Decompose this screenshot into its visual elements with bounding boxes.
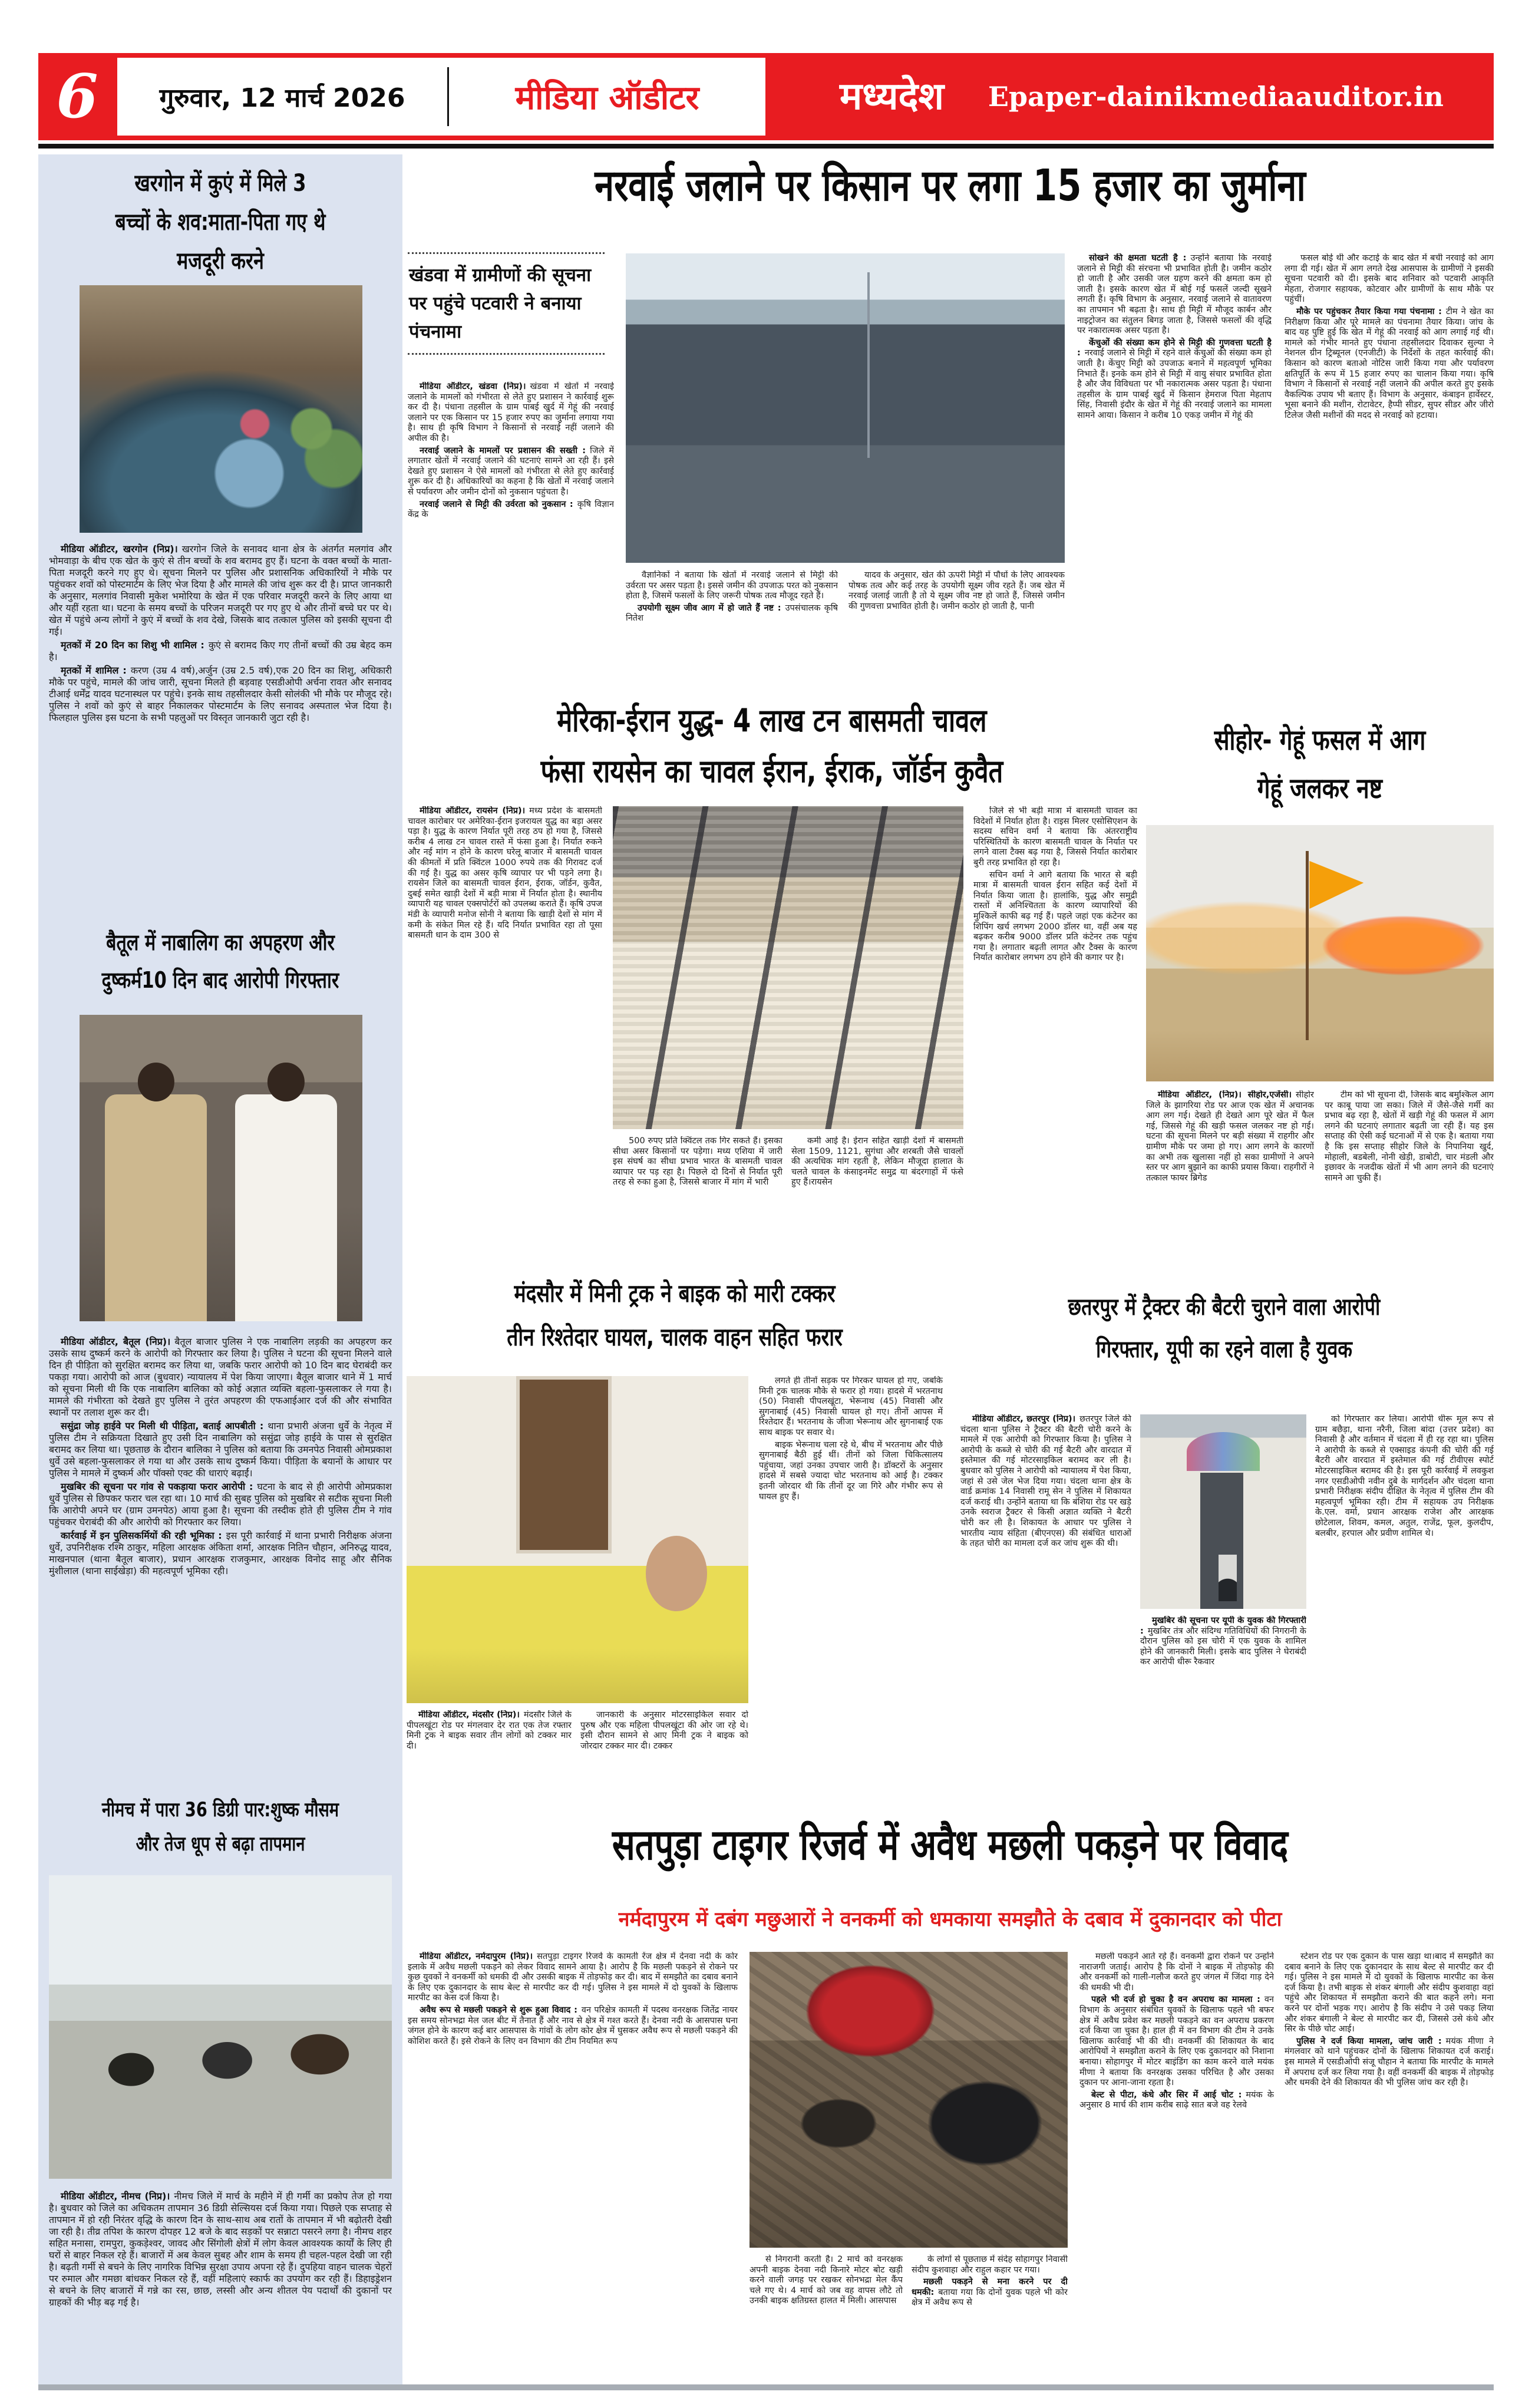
- mandsaur-col1: [407, 1710, 572, 1796]
- headline-line: फंसा रायसेन का चावल ईरान, ईराक, जॉर्डन कुवैत: [540, 753, 1003, 790]
- paragraph: [960, 1414, 1131, 1549]
- satpura-subcol2: [912, 2255, 1068, 2383]
- paragraph-lead: मुखबिर की सूचना पर गांव से पकड़ाया फरार आरोपी :: [61, 1481, 253, 1492]
- sehore-headline: [1146, 716, 1494, 813]
- paragraph: [408, 1952, 738, 2004]
- headline-line: सीहोर- गेहूं फसल में आग: [1214, 724, 1426, 757]
- paragraph-text: यादव के अनुसार, खेत की ऊपरी मिट्टी में पौधों के लिए आवश्यक पोषक तत्व और कई तरह के उपयोगी सूक्ष्म जीव रहते हैं। जब खेत में नरवाई जलाई जाती है तो ये सूक्ष्म जीव नष्ट हो जाते हैं, जिससे जमीन की गुणवत्ता प्रभावित होती है। जमीन कठोर हो जाती है, पानी: [848, 570, 1065, 611]
- paragraph: [49, 1336, 392, 1419]
- paragraph: [1079, 2090, 1274, 2111]
- paragraph-lead: मुखबिर की सूचना पर यूपी के युवक की गिरफ्तारी :: [1140, 1616, 1306, 1636]
- neemuch-body: [49, 2191, 392, 2376]
- paragraph: [49, 1481, 392, 1528]
- paragraph-text: सीहोर जिले के झागरिया रोड पर आज एक खेत में अचानक आग लग गई। देखते ही देखते आग पूरे खेत में फैल गई, जिससे गेहूं की खड़ी फसल जलकर नष्ट हो गई। घटना की सूचना मिलने पर बड़ी संख्या में राहगीर और ग्रामीण मौके पर जमा हो गए। आग लगने के कारणों का अभी तक खुलासा नहीं हो सका ग्रामीणों ने अपने स्तर पर आग बुझाने का काफी प्रयास किया। राहगीरों ने तत्काल फायर ब्रिगेड: [1146, 1090, 1314, 1183]
- paragraph: [759, 1440, 943, 1503]
- paragraph: [49, 2191, 392, 2308]
- headline-line: खरगोन में कुएं में मिले 3: [134, 170, 306, 197]
- epaper-url-link[interactable]: Epaper-dainikmediaauditor.in: [988, 81, 1444, 113]
- chhatarpur-col3: [1315, 1414, 1494, 1796]
- paragraph-text: मध्य प्रदेश के बासमती चावल कारोबार पर अमेर‍िका-ईरान इजरायल युद्ध का बड़ा असर पड़ा है। युद्ध के कारण निर्यात पूरी तरह ठप हो गया है, जिससे करीब 4 लाख टन चावल रास्ते में फंसा हुआ है। निर्यात रुकने और नई मांग न होने के कारण घरेलू बाजार में बासमती चावल की कीमतों में प्रति क्विंटल 1000 रुपये तक की गिरावट दर्ज की गई है। युद्ध का असर कृषि व्यापार पर भी पड़ने लगा है। रायसेन जिले का बासमती चावल ईरान, ईराक, जॉर्डन, कुवैत, दुबई समेत खाड़ी देशों में बड़ी मात्रा में निर्यात होता है। स्थानीय व्यापारी यह चावल एक्सपोर्टरों को उपलब्ध कराते हैं। कृषि उपज मंडी के व्यापारी मनोज सोनी ने बताया कि खाड़ी देशों से मांग में कमी के संकेत मिल रहे हैं। यदि निर्यात प्रभावित रहा तो पूसा बासमती धान के दाम 300 से: [408, 806, 602, 941]
- paragraph-lead: मीडिया ऑडीटर, मंदसौर (निप्र)।: [418, 1710, 520, 1720]
- paragraph: [1140, 1616, 1306, 1668]
- paragraph-lead: केंचुओं की संख्या कम होने से मिट्टी की गुणवत्ता घटती है :: [1077, 338, 1272, 358]
- paragraph: [791, 1136, 963, 1188]
- headline-line: मेरिका-ईरान युद्ध- 4 लाख टन बासमती चावल: [557, 702, 987, 739]
- paragraph-lead: मृतकों में 20 दिन का शिशु भी शामिल :: [61, 639, 204, 651]
- paragraph: [49, 639, 392, 663]
- photo-policeman-and-accused: [80, 1015, 362, 1321]
- paragraph: [1079, 1995, 1274, 2088]
- satpura-col3: [1079, 1952, 1274, 2383]
- paragraph-text: वन परिक्षेत्र कामती में पदस्थ वनरक्षक जितेंद्र नायर इस समय सोनभद्रा मेल जल बीट में तैनात हैं और नाव से क्षेत्र में गश्त करते हैं। देनवा नदी के आसपास घना जंगल होने के कारण कई बार आसपास के गांवों के लोग कोर क्षेत्र में घुसकर अवैध रूप से मछली पकड़ने की कोशिश करते हैं। इसे रोकने के लिए वन विभाग की टीम नियमित रूप: [408, 2005, 738, 2046]
- paragraph: [408, 500, 614, 520]
- neemuch-headline: [44, 1793, 397, 1861]
- paragraph: [613, 1136, 782, 1188]
- masthead-center: [117, 58, 765, 136]
- headline-line: और तेज धूप से बढ़ा तापमान: [136, 1832, 305, 1856]
- paragraph: [1315, 1414, 1494, 1539]
- paragraph-lead: सोखने की क्षमता घटती है :: [1089, 253, 1187, 263]
- sehore-col1: [1146, 1090, 1314, 1260]
- mandsaur-side-col: [759, 1376, 943, 1796]
- paragraph-text: फसल बोई थी और कटाई के बाद खेत में बची नरवाई को आग लगा दी गई। खेत में आग लगते देख आसपास के ग्रामीणों ने इसकी सूचना पटवारी को दी। इसके बाद शनिवार को पटवारी आकृति मेहता, रोजगार सहायक, कोटवार और ग्रामीणों के साथ मौके पर पहुंचीं।: [1285, 253, 1494, 305]
- left-panel: [38, 154, 402, 2384]
- paragraph-lead: ससुंद्रा जोड़ हाईवे पर मिली थी पीड़िता, बताई आपबीती :: [61, 1420, 264, 1431]
- paragraph: [1077, 253, 1272, 337]
- paragraph-lead: मीडिया ऑडीटर, नीमच (निप्र)।: [61, 2191, 170, 2202]
- chhatarpur-col1: [960, 1414, 1131, 1796]
- page-number: 6: [56, 61, 98, 132]
- policeman-figure: [105, 1094, 207, 1321]
- headline-line: बैतूल में नाबालिग का अपहरण और: [106, 929, 335, 955]
- paragraph: [1285, 307, 1494, 421]
- paragraph-lead: कार्रवाई में इन पुलिसकर्मियों की रही भूमिका :: [61, 1530, 222, 1541]
- paragraph-text: वैज्ञानिकों ने बताया कि खेतों में नरवाई जलाने से मिट्टी की उर्वरता पर असर पड़ता है। इससे जमीन की उपजाऊ परत को नुकसान होता है, जिसमें फसलों के लिए जरूरी पोषक तत्व मौजूद रहते हैं।: [626, 570, 838, 601]
- paragraph: [750, 2255, 903, 2307]
- paragraph-lead: पुलिस ने दर्ज किया मामला, जांच जारी :: [1296, 2036, 1442, 2046]
- paragraph-lead: मीडिया ऑडीटर, छतरपुर (निप्र)।: [972, 1414, 1076, 1424]
- satpura-red-subhead: नर्मदापुरम में दबंग मछुआरों ने वनकर्मी को धमकाया समझौते के दबाव में दुकानदार को पीटा: [618, 1908, 1282, 1931]
- satpura-col1: [408, 1952, 738, 2383]
- paragraph: [1285, 253, 1494, 305]
- section-name: मध्यदेश: [840, 75, 944, 118]
- headline-line: मंदसौर में मिनी ट्रक ने बाइक को मारी टक्कर: [514, 1279, 836, 1308]
- betul-body: [49, 1336, 392, 1781]
- paragraph-lead: उपयोगी सूक्ष्म जीव आग में हो जाते हैं नष्ट :: [638, 603, 781, 613]
- paragraph-text: बैतूल बाजार पुलिस ने एक नाबालिग लड़की का अपहरण कर उसके साथ दुष्कर्म करने के आरोपी को गिरफ्तार कर लिया है। पुलिस ने घटना की सूचना मिलने वाले दिन ही पीड़िता को सुरक्षित बरामद कर लिया था, जबकि फरार आरोपी को 10 दिन बाद घेराबंदी कर पकड़ा गया। आरोपी को आज (बुधवार) न्यायालय में पेश किया जाएगा। बैतूल बाजार थाने में 1 मार्च को सूचना मिली थी कि एक नाबालिग बालिका को कोई अज्ञात व्यक्ति बहला-फुसलाकर ले गया है। मामले की गंभीरता को देखते हुए पुलिस ने तुरंत अपहरण की एफआईआर दर्ज की और संभावित स्थानों पर तलाश शुरू कर दी।: [49, 1336, 392, 1418]
- paragraph-text: उन्होंने बताया कि नरवाई जलाने से मिट्टी की संरचना भी प्रभावित होती है। जमीन कठोर हो जाती है और उसकी जल ग्रहण करने की क्षमता कम हो जाती है। इसके कारण खेत में बोई गई फसलें जल्दी सूखने लगती हैं। कृषि विभाग के अनुसार, नरवाई जलाने से वातावरण का तापमान भी बढ़ता है। साथ ही मिट्टी में मौजूद कार्बन और नाइट्रोजन का संतुलन बिगड़ जाता है, जिससे फसलों की वृद्धि पर नकारात्मक असर पड़ता है।: [1077, 253, 1272, 336]
- paragraph-text: लगते ही तीनों सड़क पर गिरकर घायल हो गए, जबकि मिनी ट्रक चालक मौके से फरार हो गया। हादसे में भरतनाथ (50) निवासी पीपलखूंटा, भेरूनाथ (45) निवासी और सुगनाबाई (45) निवासी घायल हो गए। तीनों आपस में रिश्तेदार हैं। भरतनाथ के जीजा भेरूनाथ और सुगनाबाई एक साथ बाइक पर सवार थे।: [759, 1376, 943, 1437]
- paragraph: [1285, 2037, 1494, 2089]
- narwai-col3: [848, 570, 1065, 679]
- paragraph: [973, 870, 1137, 964]
- paragraph-text: खरगोन जिले के सनावद थाना क्षेत्र के अंतर्गत मलगांव और भोमवाड़ा के बीच एक खेत के कुएं से तीन बच्चों के शव बरामद हुए हैं। घटना के वक्त बच्चों के माता-पिता मजदूरी करने गए हुए थे। सूचना मिलने पर पुलिस और प्रशासनिक अधिकारियों ने मौके पर पहुंचकर शवों को पोस्टमार्टम के लिए भेज दिया है और मामले की जांच शुरू कर दी है। प्राप्त जानकारी के अनुसार, मलगांव निवासी मुकेश भमोरिया के खेत में एक परिवार मजदूरी करने के लिए आया था और यहीं रहता था। घटना के समय बच्चों के परिजन मजदूरी पर गए हुए थे और तीनों बच्चे घर पर थे। खेत में पहुंचे अन्य लोगों ने कुएं में बच्चों के शव देखे, जिसके बाद तत्काल पुलिस को इसकी सूचना दी गई।: [49, 543, 392, 637]
- satpura-subcol1: [750, 2255, 903, 2383]
- paragraph-text: के लोगों से पूछताछ में संदेह सोहागपुर निवासी संदीप कुशवाहा और राहुल कहार पर गया।: [912, 2255, 1068, 2275]
- photo-rice-warehouse: [613, 806, 963, 1129]
- narwai-col4: [1077, 253, 1272, 679]
- hospital-window: [516, 1376, 612, 1553]
- saffron-flag: [1309, 861, 1363, 929]
- paragraph: [49, 1420, 392, 1479]
- paragraph: [1079, 1952, 1274, 1993]
- headline-line: सतपुड़ा टाइगर रिजर्व में अवैध मछली पकड़ने पर विवाद: [612, 1820, 1289, 1869]
- rice-col1: [408, 806, 602, 1257]
- khargone-body: [49, 543, 392, 912]
- paragraph: [408, 806, 602, 941]
- headline-line: मजदूरी करने: [177, 248, 264, 275]
- paragraph-text: घटना के बाद से ही आरोपी ओमप्रकाश धुर्वे पुलिस से छिपकर फरार चल रहा था। 10 मार्च की सुबह पुलिस को मुखबिर से सटीक सूचना मिली कि आरोपी अपने घर (ग्राम उमनपेठ) आया हुआ है। सूचना की तस्दीक होते ही पुलिस टीम ने गांव पहुंचकर घेराबंदी की और आरोपी को गिरफ्तार कर लिया।: [49, 1481, 392, 1528]
- paragraph-text: मुखबिर तंत्र और संदिग्ध गतिविधियों की निगरानी के दौरान पुलिस को इस चोरी में एक युवक के शामिल होने की जानकारी मिली। इसके बाद पुलिस ने घेराबंदी कर आरोपी धीरू रैकवार: [1140, 1626, 1306, 1667]
- paragraph: [49, 1530, 392, 1577]
- headline-line: छतरपुर में ट्रैक्टर की बैटरी चुराने वाला आरोपी: [1068, 1294, 1381, 1321]
- rice-col4: [973, 806, 1137, 1258]
- paragraph-lead: मीडिया ऑडीटर, खरगोन (निप्र)।: [61, 543, 178, 555]
- paragraph-text: करण (उम्र 4 वर्ष),अर्जुन (उम्र 2.5 वर्ष),एक 20 दिन का शिशु, अधिकारी मौके पर पहुंचे, मामले की जांच जारी, सूचना मिलते ही बड़वाह एसडीओपी अर्चना रावत और सनावद टीआई धर्मेंद्र यादव घटनास्थल पर पहुंचे। इनके साथ तहसीलदार केसी सोलंकी भी मौके पर मौजूद रहे। पुलिस ने शवों को कुएं से बाहर निकालकर पोस्टमार्टम के लिए सनावद अस्पताल भेज दिया है। फिलहाल पुलिस इस घटना के सभी पहलुओं पर विस्तृत जानकारी जुटा रही है।: [49, 665, 392, 723]
- paragraph-text: वन विभाग के अनुसार संबंधित युवकों के खिलाफ पहले भी बफर क्षेत्र में अवैध प्रवेश कर मछली पकड़ने का वन अपराध प्रकरण दर्ज किया जा चुका है। हाल ही में वन विभाग की टीम ने उनके खिलाफ कार्रवाई भी की थी। वनकर्मी की शिकायत के बाद आरोपियों ने समझौता कराने के लिए एक दुकानदार को निशाना बनाया। सोहागपुर में मोटर बाइंडिंग का काम करने वाले मयंक मीणा ने बताया कि वनरक्षक उसका परिचित है और उसका दुकान पर आना-जाना रहता है।: [1079, 1995, 1274, 2088]
- photo-injured-in-hospital: [407, 1376, 748, 1703]
- headline-line: गेहूं जलकर नष्ट: [1257, 772, 1383, 805]
- paragraph: [1077, 338, 1272, 421]
- photo-burnt-field: [626, 253, 1065, 563]
- paragraph-text: से निगरानी करती है। 2 मार्च को वनरक्षक अपनी बाइक देनवा नदी किनारे मोटर बोट खड़ी करने वाली जगह पर रखकर सोनभद्रा मेल कैंप चले गए थे। 4 मार्च को जब वह वापस लौटे तो उनकी बाइक क्षतिग्रस्त हालत में मिली। आसपास: [750, 2255, 903, 2306]
- paragraph-lead: अवैध रूप से मछली पकड़ने से शुरू हुआ विवाद :: [420, 2005, 577, 2015]
- paragraph: [912, 2255, 1068, 2275]
- narwai-col2: [626, 570, 838, 679]
- paragraph-lead: मीडिया ऑडीटर, नर्मदापुरम (निप्र)।: [420, 1952, 533, 1961]
- masthead: [38, 53, 1494, 140]
- paragraph-text: टीम को भी सूचना दी, जिसके बाद बमुश्किल आग पर काबू पाया जा सका। जिले में जैसे-जैसे गर्मी का प्रभाव बढ़ रहा है, खेतों में खड़ी गेहूं की फसल में आग लगने की घटनाएं लगातार बढ़ती जा रही हैं। यह इस सप्ताह की ऐसी कई घटनाओं में से एक है। बताया गया है कि इस सप्ताह सीहोर जिले के निपानिया खुर्द, मोहाली, बडबेली, नोनी खेड़ी, डाबोटी, चार मंडली और इछावर के नजदीक खेतों में भी आग लगने की घटनाएं सामने आ चुकी हैं।: [1325, 1090, 1494, 1183]
- satpura-col4: [1285, 1952, 1494, 2383]
- paragraph-lead: नरवाई जलाने से मिट्टी की उर्वरता को नुकसान :: [420, 499, 573, 509]
- headline-line: बच्चों के शव:माता-पिता गए थे: [115, 209, 326, 236]
- paragraph: [408, 382, 614, 444]
- photo-hot-street-bikes: [49, 1875, 392, 2179]
- paragraph-text: स्टेशन रोड पर एक दुकान के पास खड़ा था।बाद में समझौते का दबाव बनाने के लिए एक दुकानदार के साथ बेल्ट से मारपीट कर दी गई। पुलिस ने इस मामले में दो युवकों के खिलाफ मारपीट का केस दर्ज किया है। तभी बाइक से शंकर बंगाली और संदीप कुशवाहा वहां पहुंचे और शिकायत में समझौता कराने की बात कहने लगे। मना करने पर दोनों भड़क गए। आरोप है कि संदीप ने उसे पकड़ लिया और शंकर बंगाली ने बेल्ट से मारपीट कर दी, जिससे उसे कंधे और सिर के पीछे चोट आई।: [1285, 1952, 1494, 2034]
- paragraph-lead: मछली पकड़ने से मना करने पर दी धमकी:: [912, 2277, 1068, 2297]
- paragraph-text: नीमच जिले में मार्च के महीने में ही गर्मी का प्रकोप तेज हो गया है। बुधवार को जिले का अधिकतम तापमान 36 डिग्री सेल्सियस दर्ज किया गया। पिछले एक सप्ताह से तापमान में हो रही निरंतर वृद्धि के कारण दिन के साथ-साथ अब रातों के तापमान में भी बढ़ोतरी देखी जा रही है। तीव्र तपिश के कारण दोपहर 12 बजे के बाद सड़कों पर सन्नाटा पसरने लगा है। नीमच शहर सहित मनासा, रामपुरा, कुकड़ेश्वर, जावद और सिंगोली क्षेत्रों में लोग केवल आवश्यक कार्यों के लिए ही घरों से बाहर निकल रहे हैं। बाजारों में अब केवल सुबह और शाम के समय ही चहल-पहल देखी जा रही है। बढ़ती गर्मी से बचने के लिए नागरिक विभिन्न सुरक्षा उपाय अपना रहे हैं। दुपहिया वाहन चालक चेहरों पर रुमाल और गमछा बांधकर निकल रहे हैं, वहीं महिलाएं स्कार्फ का उपयोग कर रही हैं। डिहाइड्रेशन से बचने के लिए बाजारों में गन्ने का रस, छाछ, लस्सी और अन्य शीतल पेय पदार्थों की दुकानों पर ग्राहकों की भीड़ बढ़ गई है।: [49, 2191, 392, 2308]
- paragraph-lead: मीडिया ऑडीटर, (निप्र)। सीहोर,एजेंसी।: [1158, 1090, 1292, 1100]
- accused-figure: [235, 1094, 337, 1321]
- rice-col2: [613, 1136, 782, 1258]
- photo-well-with-bodies: [80, 285, 362, 533]
- paragraph-lead: पहले भी दर्ज हो चुका है वन अपराध का मामला :: [1091, 1995, 1260, 2005]
- paragraph: [912, 2277, 1068, 2308]
- paragraph-lead: बेल्ट से पीटा, कंधे और सिर में आई चोट :: [1091, 2090, 1242, 2100]
- headline-line: नरवाई जलाने पर किसान पर लगा 15 हजार का जुर्माना: [595, 160, 1306, 211]
- paragraph-text: जानकारी के अनुसार मोटरसाइकिल सवार दो पुरुष और एक महिला पीपलखूंटा की ओर जा रहे थे। इसी दौरान सामने से आए मिनी ट्रक ने बाइक को जोरदार टक्कर मार दी। टक्कर: [580, 1710, 748, 1751]
- paragraph-text: थाना प्रभारी अंजना धुर्वे के नेतृत्व में पुलिस टीम ने सक्रियता दिखाते हुए उसी दिन नाबालिग को ससुंद्रा जोड़ हाईवे के पास से सुरक्षित बरामद कर लिया था। पूछताछ के दौरान बालिका ने पुलिस को बताया कि उमनपेठ निवासी ओमप्रकाश धुर्वे उसे बहला-फुसलाकर ले गया था और उसके साथ दुष्कर्म किया। पीड़िता के बयानों के आधार पर पुलिस ने मामले में दुष्कर्म और पॉक्सो एक्ट की धाराएं बढ़ाईं।: [49, 1420, 392, 1479]
- paragraph-text: टीम ने खेत का निरीक्षण किया और पूरे मामले का पंचनामा तैयार किया। जांच के बाद यह पुष्टि हुई कि खेत में गेहूं की नरवाई को आग लगाई गई थी। मामले को गंभीर मानते हुए पंधाना तहसीलदार दिवाकर सुल्या ने नेशनल ग्रीन ट्रिब्यूनल (एनजीटी) के निर्देशों के तहत कार्रवाई की। किसान को कारण बताओ नोटिस जारी किया गया और पर्यावरण क्षतिपूर्ति के रूप में 15 हजार रुपए का चालान किया गया। कृषि विभाग ने किसानों से नरवाई नहीं जलाने की अपील करते हुए इसके वैकल्पिक उपाय भी बताए हैं। विभाग के अनुसार, कंबाइन हार्वेस्टर, भूसा बनाने की मशीन, रोटावेटर, हैप्पी सीडर, सुपर सीडर और जीरो टिलेज जैसी मशीनों की मदद से नरवाई को हटाया।: [1285, 306, 1494, 420]
- mandsaur-col2: [580, 1710, 748, 1796]
- paragraph-text: नरवाई जलाने से मिट्टी में रहने वाले केंचुओं की संख्या कम हो जाती है। केंचुए मिट्टी को उपजाऊ बनाने में महत्वपूर्ण भूमिका निभाते हैं। इनके कम होने से मिट्टी में वायु संचार प्रभावित होता है और जैव विविधता पर भी नकारात्मक असर पड़ता है। पंधाना तहसील के ग्राम पाबई खुर्द में किसान हेमराज पिता मेहताप सिंह, निवासी इंदौर के खेत में गेहूं की नरवाई जलाने का मामला सामने आया। किसान ने करीब 10 एकड़ जमीन में गेहूं की: [1077, 348, 1272, 420]
- paragraph-lead: मृतकों में शामिल :: [61, 665, 127, 676]
- paragraph-text: इस पूरी कार्रवाई में थाना प्रभारी निरीक्षक अंजना धुर्वे, उपनिरीक्षक रश्मि ठाकुर, महिला आरक्षक अंकिता शर्मा, आरक्षक नितिन चौहान, अनिरुद्ध यादव, माखनपाल (थाना बैतूल बाजार), प्रधान आरक्षक राजकुमार, आरक्षक विनोद साहू और सैनिक मुंशीलाल (थाना साईखेड़ा) की महत्वपूर्ण भूमिका रही।: [49, 1530, 392, 1576]
- photo-burning-wheat-field: [1146, 825, 1494, 1081]
- paragraph: [626, 603, 838, 624]
- photo-police-station-recovery: [1140, 1414, 1306, 1609]
- recovered-motorcycle: [1219, 1555, 1237, 1601]
- rice-col3: [791, 1136, 963, 1258]
- paper-name: मीडिया ऑडीटर: [515, 79, 699, 117]
- paragraph-text: खंडवा में खेतों में नरवाई जलाने के मामलों को गंभीरता से लेते हुए प्रशासन ने कार्रवाई शुरू कर दी है। पंधाना तहसील के ग्राम पाबई खुर्द में गेहूं की नरवाई जलाने पर एक किसान पर 15 हजार रुपए का जुर्माना लगाया गया है। साथ ही कृषि विभाग ने किसानों से नरवाई नहीं जलाने की अपील की है।: [408, 382, 614, 443]
- masthead-rule: [38, 144, 1494, 149]
- paragraph-text: जिले में लगातार खेतों में नरवाई जलाने की घटनाएं सामने आ रही हैं। इसे देखते हुए प्रशासन ने ऐसे मामलों को गंभीरता से लेते हुए कार्रवाई शुरू कर दी है। अधिकारियों का कहना है कि खेतों में नरवाई जलाने से पर्यावरण और जमीन दोनों को नुकसान पहुंचता है।: [408, 446, 614, 497]
- patient-on-bed: [407, 1566, 748, 1703]
- paragraph-text: छतरपुर जिले की चंदला थाना पुलिस ने ट्रैक्टर की बैटरी चोरी करने के मामले में एक आरोपी को गिरफ्तार किया है। पुलिस ने आरोपी के कब्जे से चोरी की गई बैटरी और वारदात में इस्तेमाल की गई मोटरसाइकिल बरामद कर ली है। बुधवार को पुलिस ने आरोपी को न्यायालय में पेश किया, जहां से उसे जेल भेज दिया गया। चंदला थाना क्षेत्र के वार्ड क्रमांक 14 निवासी रामू सेन ने पुलिस में शिकायत दर्ज कराई थी। उन्होंने बताया था कि बंशिया रोड पर खड़े उनके स्वराज ट्रैक्टर से किसी अज्ञात व्यक्ति ने बैटरी चोरी कर ली है। शिकायत के आधार पर पुलिस ने भारतीय न्याय संहिता (बीएनएस) की संबंधित धाराओं के तहत चोरी का मामला दर्ज कर जांच शुरू की थी।: [960, 1414, 1131, 1549]
- paragraph: [1146, 1090, 1314, 1183]
- paragraph: [49, 665, 392, 724]
- headline-line: दुष्कर्म10 दिन बाद आरोपी गिरफ्तार: [101, 967, 339, 993]
- paragraph: [408, 2005, 738, 2047]
- rice-headline: [407, 695, 1137, 797]
- paragraph: [49, 543, 392, 638]
- paragraph-text: मयंक के अनुसार 8 मार्च की शाम करीब साढ़े सात बजे वह रेलवे: [1079, 2090, 1274, 2110]
- paragraph-text: जिले से भी बड़ी मात्रा में बासमती चावल का विदेशों में निर्यात होता है। राइस मिलर एसोसिएशन के सदस्य सचिन वर्मा ने बताया कि अंतरराष्ट्रीय परिस्थितियों के कारण बासमती चावल के निर्यात पर लगने वाला टैक्स बढ़ गया है, जिससे निर्यात कारोबार बुरी तरह प्रभावित हो रहा है।: [973, 806, 1137, 867]
- paragraph-lead: मीडिया ऑडीटर, बैतूल (निप्र)।: [61, 1336, 171, 1347]
- paragraph-text: मयंक मीणा ने मंगलवार को थाने पहुंचकर दोनों के खिलाफ शिकायत दर्ज कराई। इस मामले में एसडीओपी संजू चौहान ने बताया कि मारपीट के मामले में अपराध दर्ज कर लिया गया है। वहीं वनकर्मी की बाइक में तोड़फोड़ और धमकी देने की शिकायत की भी पुलिस जांच कर रही है।: [1285, 2036, 1494, 2088]
- mandsaur-headline: [407, 1272, 943, 1359]
- paragraph: [1285, 1952, 1494, 2035]
- paragraph: [408, 446, 614, 498]
- headline-line: गिरफ्तार, यूपी का रहने वाला है युवक: [1096, 1336, 1352, 1363]
- sehore-col2: [1325, 1090, 1494, 1260]
- station-mural: [1187, 1432, 1260, 1471]
- bottom-rule: [38, 2384, 1494, 2390]
- chhatarpur-headline: [955, 1286, 1494, 1371]
- narwai-subhead: खंडवा में ग्रामीणों की सूचना पर पहुंचे पटवारी ने बनाया पंचनामा: [408, 252, 605, 355]
- khargone-headline: [44, 164, 397, 281]
- headline-line: तीन रिश्तेदार घायल, चालक वाहन सहित फरार: [507, 1322, 843, 1351]
- paragraph-text: मंदसौर जिले के पीपलखूंटा रोड पर मंगलवार देर रात एक तेज रफ्तार मिनी ट्रक ने बाइक सवार तीन लोगों को टक्कर मार दी।: [407, 1710, 572, 1751]
- paragraph-text: को गिरफ्तार कर लिया। आरोपी धीरू मूल रूप से ग्राम बछैड़ा, थाना नरैनी, जिला बांदा (उत्तर प्रदेश) का निवासी है और वर्तमान में चंदला में ही रह रहा था। पुलिस ने आरोपी के कब्जे से एक्साइड कंपनी की चोरी की गई बैटरी और वारदात में इस्तेमाल की गई टीवीएस स्पोर्ट मोटरसाइकिल बरामद की है। इस पूरी कार्रवाई में लवकुश नगर एसडीओपी नवीन दुबे के मार्गदर्शन और चंदला थाना प्रभारी निरीक्षक संदीप दीक्षित के नेतृत्व में पुलिस टीम की महत्वपूर्ण भूमिका रही। टीम में सहायक उप निरीक्षक के.एल. वर्मा, प्रधान आरक्षक राजेश और आरक्षक छोटेलाल, शिवम, कमल, अतुल, राजेंद्र, फूल, कुलदीप, बलबीर, हरपाल और प्रवीण शामिल थे।: [1315, 1414, 1494, 1538]
- satpura-headline: [407, 1814, 1494, 1875]
- paragraph: [1325, 1090, 1494, 1183]
- paragraph: [626, 570, 838, 602]
- paragraph-text: बताया गया कि दोनों युवक पहले भी कोर क्षेत्र में अवैध रूप से: [912, 2287, 1068, 2308]
- paragraph: [580, 1710, 748, 1751]
- paragraph-lead: मीडिया ऑडीटर, खंडवा (निप्र)।: [420, 382, 526, 391]
- paragraph-text: उपसंचालक कृषि नितेश: [626, 603, 838, 624]
- chhatarpur-col2: [1140, 1616, 1306, 1796]
- photo-vandalized-motorcycle: [750, 1952, 1068, 2248]
- paragraph: [848, 570, 1065, 612]
- paragraph-lead: मीडिया ऑडीटर, रायसेन (निप्र)।: [420, 806, 526, 816]
- paragraph-text: बाइक भेरूनाथ चला रहे थे, बीच में भरतनाथ और पीछे सुगनाबाई बैठी हुई थीं। तीनों को जिला चिकित्सालय पहुंचाया, जहां उनका उपचार जारी है। डॉक्टरों के अनुसार हादसे में सबसे ज्यादा चोट भरतनाथ को आई है। टक्कर इतनी जोरदार थी कि तीनों दूर जा गिरे और गंभीर रूप से घायल हुए हैं।: [759, 1440, 943, 1502]
- paragraph-text: कृषि विज्ञान केंद्र के: [408, 499, 614, 520]
- flag-pole: [1306, 851, 1309, 1041]
- paragraph: [973, 806, 1137, 869]
- betul-headline: [44, 923, 397, 999]
- paragraph-text: सचिन वर्मा ने आगे बताया कि भारत से बड़ी मात्रा में बासमती चावल ईरान सहित कई देशों में निर्यात किया जाता है। हालांकि, युद्ध और समुद्री रास्तों में अनिश्चितता के कारण व्यापारियों की मुश्किलें काफी बढ़ गई हैं। पहले जहां एक कंटेनर का शिपिंग खर्च लगभग 2000 डॉलर था, वहीं अब यह बढ़कर करीब 9000 डॉलर प्रति कंटेनर तक पहुंच गया है। लगातार बढ़ती लागत और टैक्स के कारण निर्यात कारोबार लगभग ठप होने की कगार पर है।: [973, 870, 1137, 963]
- paragraph-text: सतपुड़ा टाइगर रिजर्व के कामती रेंज क्षेत्र में देनवा नदी के कोर इलाके में अवैध मछली पकड़ने को लेकर विवाद सामने आया है। आरोप है कि मछली पकड़ने से रोकने पर कुछ युवकों ने वनकर्मी को धमकी दी और उसकी बाइक में तोड़फोड़ कर दी। बाद में समझौते का दबाव बनाने के लिए एक दुकानदार के साथ बेल्ट से मारपीट कर दी गई। पुलिस ने इस मामले में दो युवकों के खिलाफ मारपीट का केस दर्ज किया है।: [408, 1952, 738, 2003]
- narwai-col1: [408, 382, 614, 679]
- paragraph: [407, 1710, 572, 1751]
- paragraph-text: कमी आई है। ईरान सहित खाड़ी देशों में बासमती सेला 1509, 1121, सुगंधा और शरबती जैसे चावलों की अत्यधिक मांग रहती है, लेकिन मौजूदा हालात के चलते चावल के कंसाइनमेंट समुद्र या बंदरगाहों में फंसे हुए हैं।रायसेन: [791, 1136, 963, 1187]
- paragraph-text: कुएं से बरामद किए गए तीनों बच्चों की उम्र बेहद कम है।: [49, 639, 392, 662]
- narwai-headline: [407, 154, 1494, 217]
- paragraph-lead: मौके पर पहुंचकर तैयार किया गया पंचनामा :: [1296, 306, 1442, 316]
- headline-line: नीमच में पारा 36 डिग्री पार:शुष्क मौसम: [101, 1798, 339, 1822]
- paragraph-text: 500 रुपए प्रति क्विंटल तक गिर सकते हैं। इसका सीधा असर किसानों पर पड़ेगा। मध्य एशिया में जारी इस संघर्ष का सीधा प्रभाव भारत के बासमती चावल व्यापार पर पड़ रहा है। पिछले दो दिनों से निर्यात पूरी तरह से रुका हुआ है, जिससे बाजार में मांग में भारी: [613, 1136, 782, 1187]
- narwai-col5: [1285, 253, 1494, 679]
- paragraph-text: मछली पकड़ने आते रहे हैं। वनकर्मी द्वारा रोकने पर उन्होंने नाराजगी जताई। आरोप है कि दोनों ने बाइक में तोड़फोड़ की और वनकर्मी को गाली-गलौज करते हुए जंगल में जिंदा गाड़ देने की धमकी भी दी।: [1079, 1952, 1274, 1993]
- paragraph-lead: नरवाई जलाने के मामलों पर प्रशासन की सख्ती :: [420, 446, 586, 456]
- paragraph: [759, 1376, 943, 1439]
- issue-date: गुरुवार, 12 मार्च 2026: [159, 83, 405, 113]
